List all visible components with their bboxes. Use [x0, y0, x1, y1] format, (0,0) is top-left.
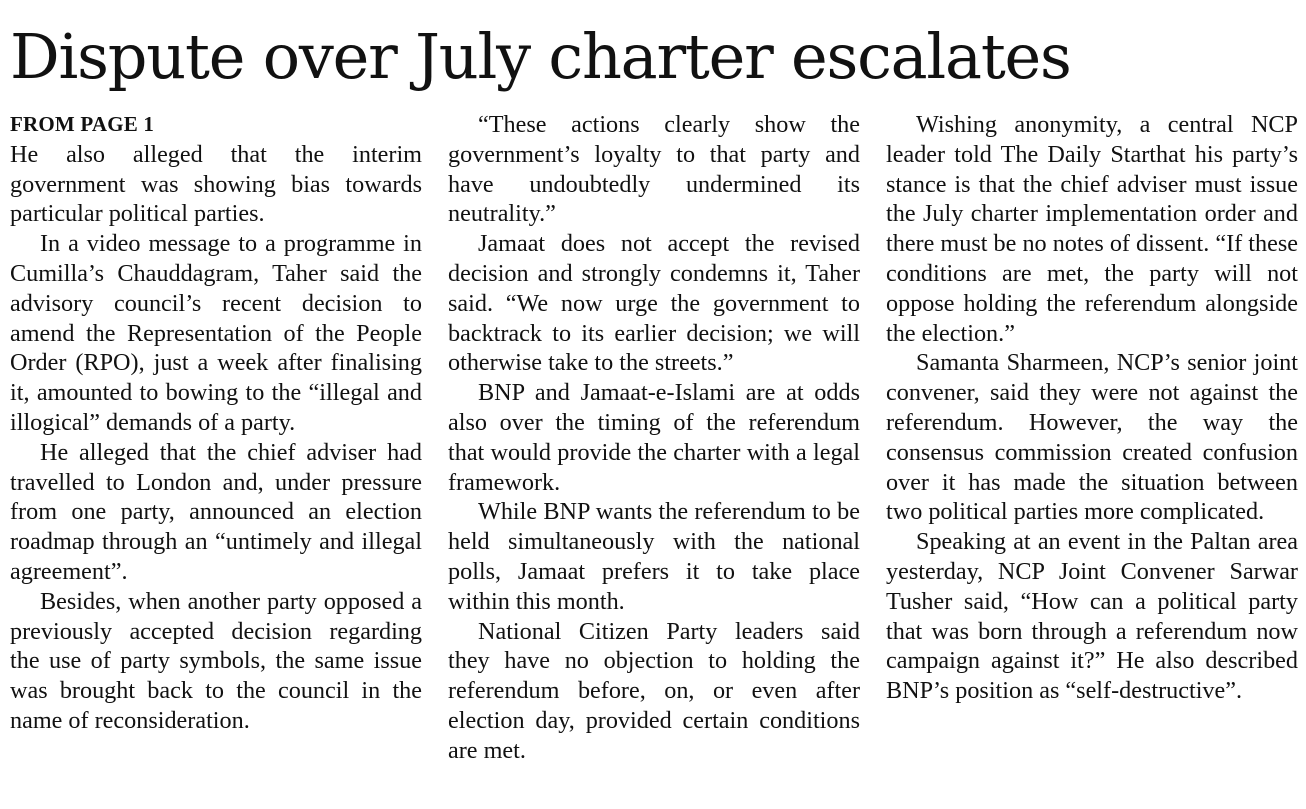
paragraph: He alleged that the chief adviser had travelled to London and, under pressure from one party, announced an election roadmap through an “untimely and illegal agreement”.: [10, 438, 422, 585]
paragraph: Jamaat does not accept the revised decision and strongly condemns it, Taher said. “We now urge the government to backtrack to its earlier decision; we will otherwise take to the streets.”: [448, 230, 860, 377]
paragraph: He also alleged that the interim government was showing bias towards particular political parties.: [10, 140, 422, 228]
paragraph: Wishing anonymity, a central NCP leader told The Daily Starthat his party’s stance is that the chief adviser must issue the July charter implementation order and there must be no notes of dissent. “If these conditions are met, the party will not oppose holding the referendum alongside the election.”: [886, 111, 1298, 347]
headline: Dispute over July charter escalates: [10, 20, 1071, 93]
article-column-3: [886, 110, 1298, 809]
paragraph: Samanta Sharmeen, NCP’s senior joint convener, said they were not against the referendum. However, the way the consensus commission created confusion over it has made the situation between two political parties more complicated.: [886, 349, 1298, 526]
paragraph: Besides, when another party opposed a previously accepted decision regarding the use of party symbols, the same issue was brought back to the council in the name of reconsideration.: [10, 587, 422, 734]
paragraph: Speaking at an event in the Paltan area yesterday, NCP Joint Convener Sarwar Tusher said, “How can a political party that was born through a referendum now campaign against it?” He also described BNP’s position as “self-destructive”.: [886, 528, 1298, 705]
paragraph: National Citizen Party leaders said they have no objection to holding the referendum before, on, or even after election day, provided certain conditions are met.: [448, 617, 860, 764]
article-column-1: [10, 110, 422, 809]
paragraph: In a video message to a programme in Cumilla’s Chauddagram, Taher said the advisory council’s recent decision to amend the Representation of the People Order (RPO), just a week after finalising it, amounted to bowing to the “illegal and illogical” demands of a party.: [10, 230, 422, 436]
paragraph: While BNP wants the referendum to be held simultaneously with the national polls, Jamaat prefers it to take place within this month.: [448, 498, 860, 615]
continuation-kicker: FROM PAGE 1: [10, 112, 155, 136]
paragraph: “These actions clearly show the government’s loyalty to that party and have undoubtedly undermined its neutrality.”: [448, 111, 860, 228]
article-column-2: [448, 110, 860, 809]
paragraph: BNP and Jamaat-e-Islami are at odds also over the timing of the referendum that would provide the charter with a legal framework.: [448, 379, 860, 496]
